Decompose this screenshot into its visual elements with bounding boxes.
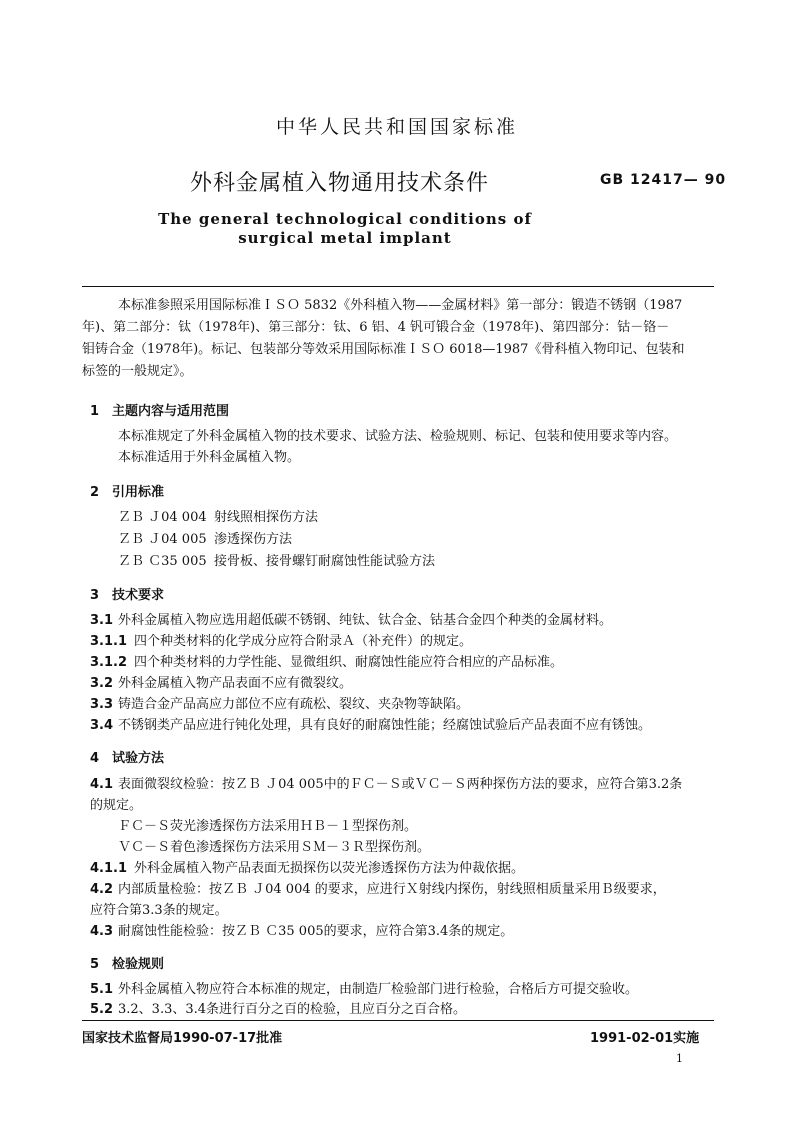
clause-item [90, 717, 651, 735]
clause-text: 四个种类材料的化学成分应符合附录Ａ（补充件）的规定。 [134, 634, 473, 649]
clause-item [90, 675, 352, 693]
clause-text: 耐腐蚀性能检验：按ＺＢ Ｃ35 005的要求，应符合第3.4条的规定。 [118, 924, 514, 939]
clause-number: 3.4 [90, 718, 114, 733]
document-title: 外科金属植入物通用技术条件 [190, 171, 490, 196]
clause-text: 3.2、3.3、3.4条进行百分之百的检验，且应百分之百合格。 [118, 1002, 467, 1017]
approval-date: 国家技术监督局1990-07-17批准 [82, 1031, 283, 1046]
clause-number: 5.2 [90, 1002, 114, 1017]
clause-number: 3.3 [90, 697, 114, 712]
section-2-heading: 2 引用标准 [90, 485, 165, 500]
section-1-para-1: 本标准规定了外科金属植入物的技术要求、试验方法、检验规则、标记、包装和使用要求等内容。 [118, 429, 678, 444]
clause-number: 3.2 [90, 676, 114, 691]
clause-number: 4.3 [90, 924, 114, 939]
english-title-line-1: The general technological conditions of [158, 210, 532, 228]
intro-line-2: 年)、第二部分：钛（1978年)、第三部分：钛、6 铝、4 钒可锻合金（1978年)、第四部分：钴－铬－ [82, 320, 670, 335]
clause-4-3 [90, 923, 513, 941]
clause-number: 4.1 [90, 777, 114, 792]
reference-item [118, 509, 318, 527]
english-title-line-2: surgical metal implant [238, 229, 452, 247]
reference-item [118, 553, 435, 571]
clause-text: 外科金属植入物产品表面无损探伤以荧光渗透探伤方法为仲裁依据。 [134, 861, 525, 876]
clause-4-1-1 [90, 860, 524, 878]
clause-number: 4.1.1 [90, 861, 128, 876]
vc-s-method: ＶＣ－Ｓ着色渗透探伤方法采用ＳＭ－３Ｒ型探伤剂。 [118, 840, 431, 855]
effective-date: 1991-02-01实施 [590, 1031, 700, 1046]
fc-s-method: ＦＣ－Ｓ荧光渗透探伤方法采用ＨＢ－１型探伤剂。 [118, 819, 418, 834]
clause-number: 5.1 [90, 982, 114, 997]
clause-text: 铸造合金产品高应力部位不应有疏松、裂纹、夹杂物等缺陷。 [118, 697, 470, 712]
clause-number: 3.1.2 [90, 655, 128, 670]
standard-code: GB 12417— 90 [600, 172, 727, 188]
section-4-heading: 4 试验方法 [90, 751, 165, 766]
header-divider [82, 286, 714, 287]
clause-number: 3.1.1 [90, 634, 128, 649]
page-number: 1 [676, 1052, 683, 1065]
clause-text: 不锈钢类产品应进行钝化处理，具有良好的耐腐蚀性能；经腐蚀试验后产品表面不应有锈蚀。 [118, 718, 652, 733]
clause-text: 外科金属植入物应选用超低碳不锈钢、纯钛、钛合金、钴基合金四个种类的金属材料。 [118, 613, 613, 628]
reference-item [118, 531, 292, 549]
clause-item [90, 633, 472, 651]
section-1-heading: 1 主题内容与适用范围 [90, 404, 230, 419]
clause-4-2-line-2: 应符合第3.3条的规定。 [90, 903, 228, 918]
clause-number: 3.1 [90, 613, 114, 628]
clause-text: 表面微裂纹检验：按ＺＢ Ｊ04 005中的ＦＣ－Ｓ或ＶＣ－Ｓ两种探伤方法的要求，应符合第3.2条 [118, 777, 683, 792]
section-3-heading: 3 技术要求 [90, 588, 165, 603]
clause-item [90, 696, 469, 714]
footer-divider [82, 1020, 714, 1021]
clause-4-2-line-1 [90, 881, 666, 899]
clause-number: 4.2 [90, 882, 114, 897]
intro-line-1: 本标准参照采用国际标准ＩＳＯ 5832《外科植入物——金属材料》第一部分：锻造不锈钢（1987 [118, 298, 683, 313]
reference-title: 渗透探伤方法 [214, 532, 293, 547]
clause-4-1-line-2: 的规定。 [90, 798, 143, 813]
clause-text: 内部质量检验：按ＺＢ Ｊ04 004 的要求，应进行Ｘ射线内探伤，射线照相质量采用Ｂ级要求， [118, 882, 666, 897]
section-5-heading: 5 检验规则 [90, 957, 165, 972]
clause-text: 四个种类材料的力学性能、显微组织、耐腐蚀性能应符合相应的产品标准。 [134, 655, 564, 670]
reference-title: 接骨板、接骨螺钉耐腐蚀性能试验方法 [214, 554, 436, 569]
section-1-para-2: 本标准适用于外科金属植入物。 [118, 450, 301, 465]
reference-code: ＺＢ Ｃ35 005 [118, 554, 207, 569]
reference-code: ＺＢ Ｊ04 004 [118, 510, 207, 525]
clause-item [90, 654, 563, 672]
intro-line-3: 钼铸合金（1978年)。标记、包装部分等效采用国际标准ＩＳＯ 6018—1987《骨科植入物印记、包装和 [82, 342, 685, 357]
clause-4-1-line-1 [90, 776, 682, 794]
intro-line-4: 标签的一般规定》。 [82, 364, 193, 379]
clause-text: 外科金属植入物应符合本标准的规定，由制造厂检验部门进行检验，合格后方可提交验收。 [118, 982, 639, 997]
clause-item [90, 612, 612, 630]
national-standard-heading: 中华人民共和国国家标准 [275, 116, 518, 138]
reference-code: ＺＢ Ｊ04 005 [118, 532, 207, 547]
clause-text: 外科金属植入物产品表面不应有微裂纹。 [118, 676, 353, 691]
reference-title: 射线照相探伤方法 [214, 510, 319, 525]
clause-5-2 [90, 1001, 466, 1019]
clause-5-1 [90, 981, 638, 999]
